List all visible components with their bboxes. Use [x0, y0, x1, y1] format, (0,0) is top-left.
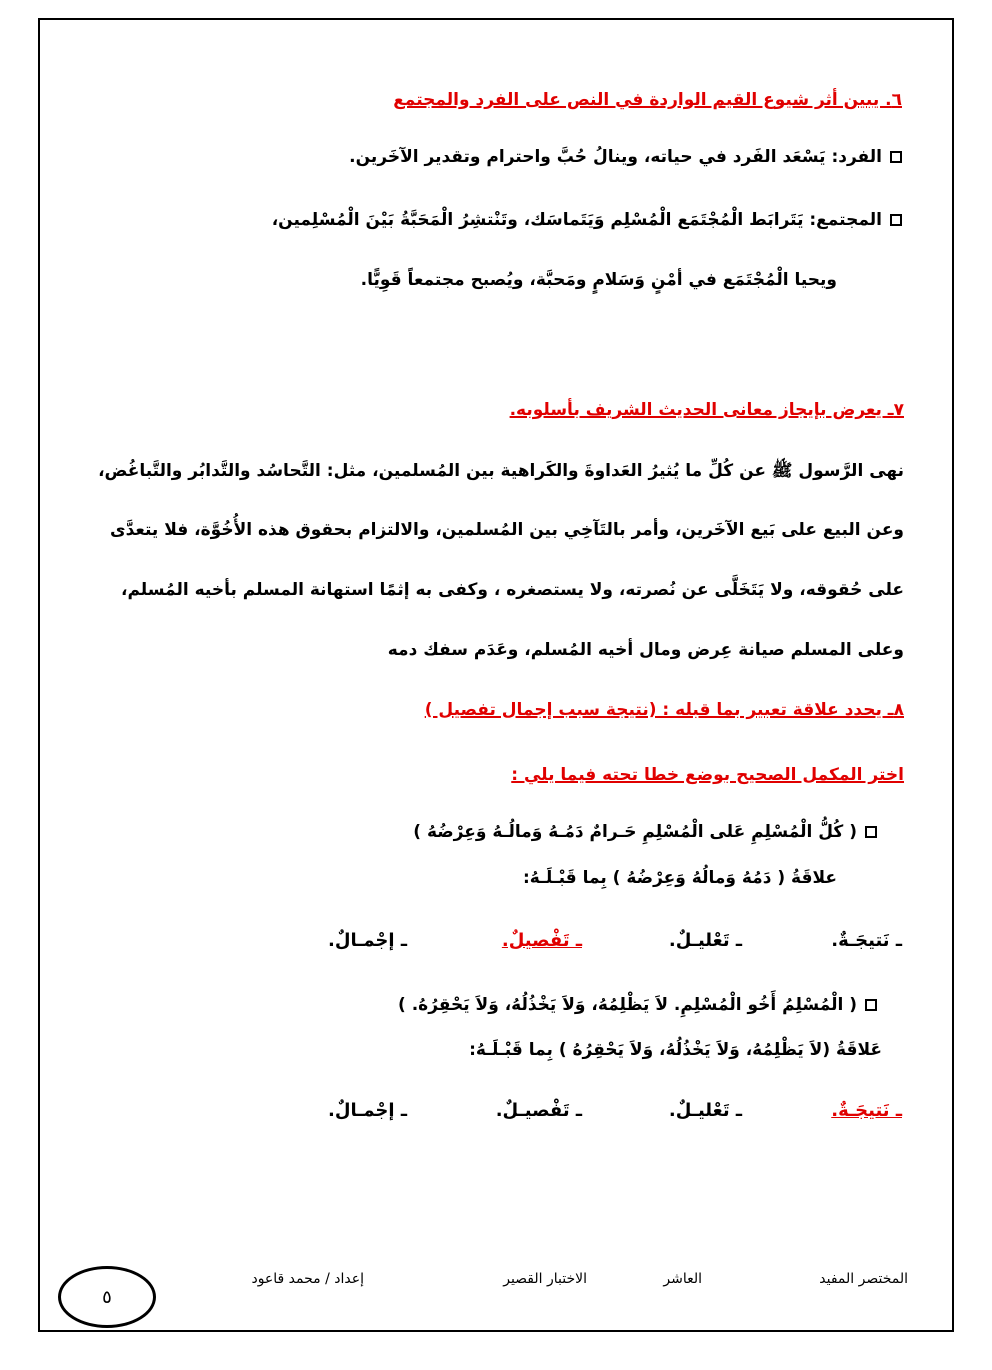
- q8-item1-option-detail-selected[interactable]: ـ تَفْصيلٌ.: [501, 930, 582, 951]
- q7-line-3: على حُقوقه، ولا يَتَخَلَّى عن نُصرته، ولا يستصغره ، وكفى به إثمًا استهانة المسلم بأخيه المُسلم،: [121, 580, 904, 600]
- q8-item1-quote-row: [413, 822, 877, 842]
- q6-society-cont: ويحيا الْمُجْتَمَع في أمْنٍ وَسَلامٍ ومَحبَّة، ويُصبح مجتمعاً قَوِيًّا.: [360, 270, 837, 290]
- q8-item2-option-result-selected[interactable]: ـ نَتيجَـةٌ.: [831, 1100, 902, 1121]
- q8-title: ٨ـ يحدد علاقة تعبير بما قبله : (نتيجة سبب إجمال تفصيل ): [424, 700, 904, 720]
- q6-individual-row: [349, 147, 902, 167]
- q8-item2-option-summary[interactable]: ـ إجْمـالٌ.: [328, 1100, 407, 1121]
- footer-book: المختصر المفيد: [819, 1271, 908, 1287]
- q8-item1-quote: ( كُلُّ الْمُسْلِمِ عَلى الْمُسْلِمِ حَـرامٌ دَمُـهُ وَمالُـهُ وَعِرْضُهُ ): [413, 822, 857, 842]
- q8-item2-quote-row: [398, 995, 877, 1015]
- q8-item2-quote: ( الْمُسْلِمُ أَخُو الْمُسْلِمِ. لاَ يَظْلِمُهُ، وَلاَ يَخْذُلُهُ، وَلاَ يَحْقِرُهُ. ): [398, 995, 857, 1015]
- q6-individual: الفرد: يَسْعَد الفَرد في حياته، وينالُ حُبَّ واحترام وتقدير الآخَرين.: [349, 147, 882, 167]
- q6-society: المجتمع: يَتَرابَط الْمُجْتَمَع الْمُسْلِم وَيَتَماسَك، وتَنْتشِرُ الْمَحَبَّةُ بَيْنَ الْمُسْلِمين،: [271, 210, 882, 230]
- checkbox-icon: [890, 151, 902, 163]
- checkbox-icon: [865, 826, 877, 838]
- checkbox-icon: [865, 999, 877, 1011]
- q7-line-4: وعلى المسلم صيانة عِرض ومال أخيه المُسلم، وعَدَم سفك دمه: [387, 640, 904, 660]
- footer-grade: العاشر: [663, 1271, 702, 1287]
- q8-item2-option-reason[interactable]: ـ تَعْليـلٌ.: [668, 1100, 742, 1121]
- page-number: ٥: [102, 1286, 112, 1308]
- checkbox-icon: [890, 214, 902, 226]
- q8-item1-option-reason[interactable]: ـ تَعْليـلٌ.: [668, 930, 742, 951]
- q8-instruction: اختر المكمل الصحيح بوضع خطا تحته فيما يلي :: [511, 765, 904, 785]
- q8-item1-option-summary[interactable]: ـ إجْمـالٌ.: [328, 930, 407, 951]
- q6-title: ٦. يبين أثر شيوع القيم الواردة في النص على الفرد والمجتمع: [393, 90, 902, 110]
- q7-line-2: وعن البيع على بَيع الآخَرين، وأمر بالتَآخِي بين المُسلمين، والالتزام بحقوق هذه الأُخُوَّة، فلا يتعدَّى: [109, 520, 904, 540]
- footer-test: الاختبار القصير: [503, 1271, 587, 1287]
- q8-item2-question: عَلاقَةُ (لاَ يَظْلِمُهُ، وَلاَ يَخْذُلُهُ، وَلاَ يَحْقِرُهُ ) بِما قَبْـلَـهُ:: [469, 1040, 882, 1060]
- q7-title: ٧ـ يعرض بإيجاز معانى الحديث الشريف بأسلوبه.: [509, 400, 904, 420]
- q8-item1-option-result[interactable]: ـ نَتيجَـةٌ.: [831, 930, 902, 951]
- q8-item1-question: علاقَةُ ( دَمُهُ وَمالُهُ وَعِرْضُهُ ) بِما قَبْـلَـهُ:: [522, 868, 837, 888]
- q7-line-1: نهى الرَّسول ﷺ عن كُلِّ ما يُثيرُ العَداوةَ والكَراهية بين المُسلمين، مثل: التَّحاسُد والتَّدابُر والتَّباغُض،: [98, 461, 904, 481]
- footer-author: إعداد / محمد قاعود: [251, 1271, 364, 1287]
- page-number-badge: [58, 1266, 156, 1328]
- q8-item2-option-detail[interactable]: ـ تَفْصيـلٌ.: [495, 1100, 582, 1121]
- q6-society-row: [272, 210, 902, 230]
